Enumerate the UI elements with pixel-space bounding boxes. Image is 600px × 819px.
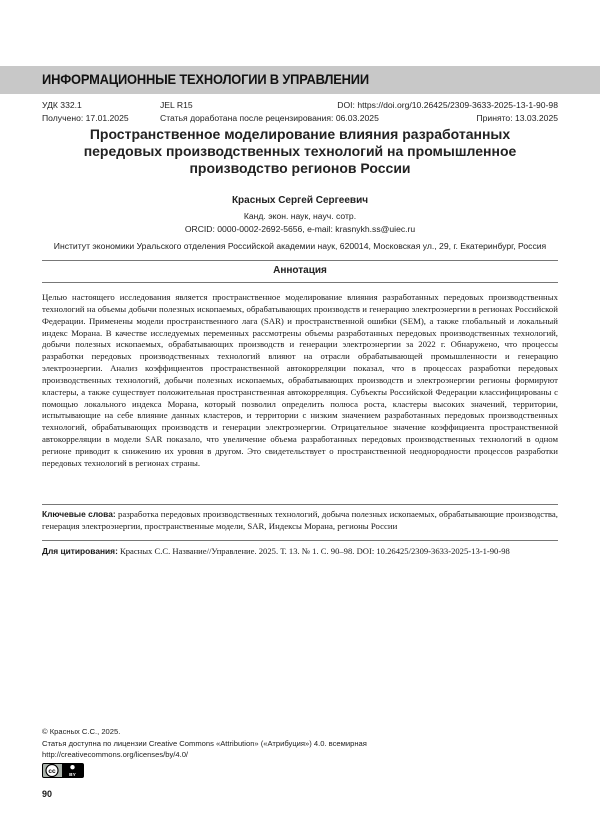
udc-code: УДК 332.1: [42, 100, 82, 110]
license-url[interactable]: http://creativecommons.org/licenses/by/4.0/: [42, 750, 189, 759]
cc-by-license-icon[interactable]: [42, 763, 84, 778]
keywords-text: разработка передовых производственных технологий, добыча полезных ископаемых, обрабатывающие производства, генерация электроэнергии, пространственные модели, SAR, Индексы Морана, регионы России: [42, 509, 558, 531]
divider: [42, 504, 558, 505]
abstract-heading: Аннотация: [273, 265, 327, 276]
keywords: [42, 508, 558, 532]
doi-link[interactable]: DOI: https://doi.org/10.26425/2309-3633-2025-13-1-90-98: [337, 100, 558, 110]
page-number: 90: [42, 789, 53, 799]
citation-text: Красных С.С. Название//Управление. 2025. Т. 13. № 1. С. 90–98. DOI: 10.26425/2309-3633-2025-13-1-90-98: [120, 546, 510, 556]
cc-by-text: BY: [69, 772, 76, 778]
jel-code: JEL R15: [160, 100, 193, 110]
author-affiliation: Институт экономики Уральского отделения Российской академии наук, 620014, Московская ул., 29, г. Екатеринбург, Россия: [53, 241, 547, 251]
article-title: Пространственное моделирование влияния разработанных передовых производственных технологий на промышленное производство регионов России: [83, 126, 517, 176]
divider: [42, 260, 558, 261]
citation: [42, 545, 558, 557]
abstract-text: Целью настоящего исследования является пространственное моделирование влияния разработанных передовых производственных технологий на объемы добычи полезных ископаемых, обрабатывающих производств и генерацию электроэнергии в регионах Российской Федерации. Применены модели пространственного лага (SAR) и пространственной ошибки (SEM), а также глобальный и локальный индекс Морана. В качестве исследуемых переменных рассмотрены объемы разработанных передовых производственных технологий, добычи полезных ископаемых, обрабатывающих производств и генерации электроэнергии за 2022 г. Обнаружено, что процессы разработки передовых производственных технологий влияют на отрасли обрабатывающей промышленности и генерацию электроэнергии. Анализ коэффициентов пространственной автокорреляции показал, что в процессах разработки передовых производственных технологий, добычи полезных ископаемых, обрабатывающих производств и электроэнергии регионы формируют кластеры, а также существует положительная пространственная автокорреляция. Субъекты Российской Федерации классифицированы с помощью локального индекса Морана, который позволил определить полюса роста, кластеры высоких значений, территории, испытывающие на себе влияние данных кластеров, и территории с низким значением разработанных передовых производственных технологий, обрабатывающих производств и генерации электроэнергии. Отрицательное значение коэффициента пространственной автокорреляции в модели SAR показало, что увеличение объема разработанных передовых производственных технологий в одном регионе приводит к снижению их уровня в другом. Это свидетельствует о пространственной неоднородности процессов разработки передовых технологий в регионах страны.: [42, 292, 558, 468]
citation-label: Для цитирования:: [42, 546, 118, 556]
section-title: ИНФОРМАЦИОННЫЕ ТЕХНОЛОГИИ В УПРАВЛЕНИИ: [42, 71, 369, 87]
copyright: © Красных С.С., 2025.: [42, 727, 121, 736]
license-text: Статья доступна по лицензии Creative Commons «Attribution» («Атрибуция») 4.0. всемирная: [42, 739, 367, 748]
divider: [42, 540, 558, 541]
divider: [42, 282, 558, 283]
revised-date: Статья доработана после рецензирования: 06.03.2025: [160, 113, 379, 123]
accepted-date: Принято: 13.03.2025: [476, 113, 558, 123]
received-date: Получено: 17.01.2025: [42, 113, 129, 123]
author-name: Красных Сергей Сергеевич: [231, 195, 369, 206]
author-degree: Канд. экон. наук, науч. сотр.: [243, 211, 357, 221]
section-banner: [0, 66, 600, 94]
cc-badge-text: cc: [48, 768, 56, 775]
author-orcid-email: ORCID: 0000-0002-2692-5656, e-mail: krasnykh.ss@uiec.ru: [184, 224, 416, 234]
keywords-label: Ключевые слова:: [42, 509, 116, 519]
